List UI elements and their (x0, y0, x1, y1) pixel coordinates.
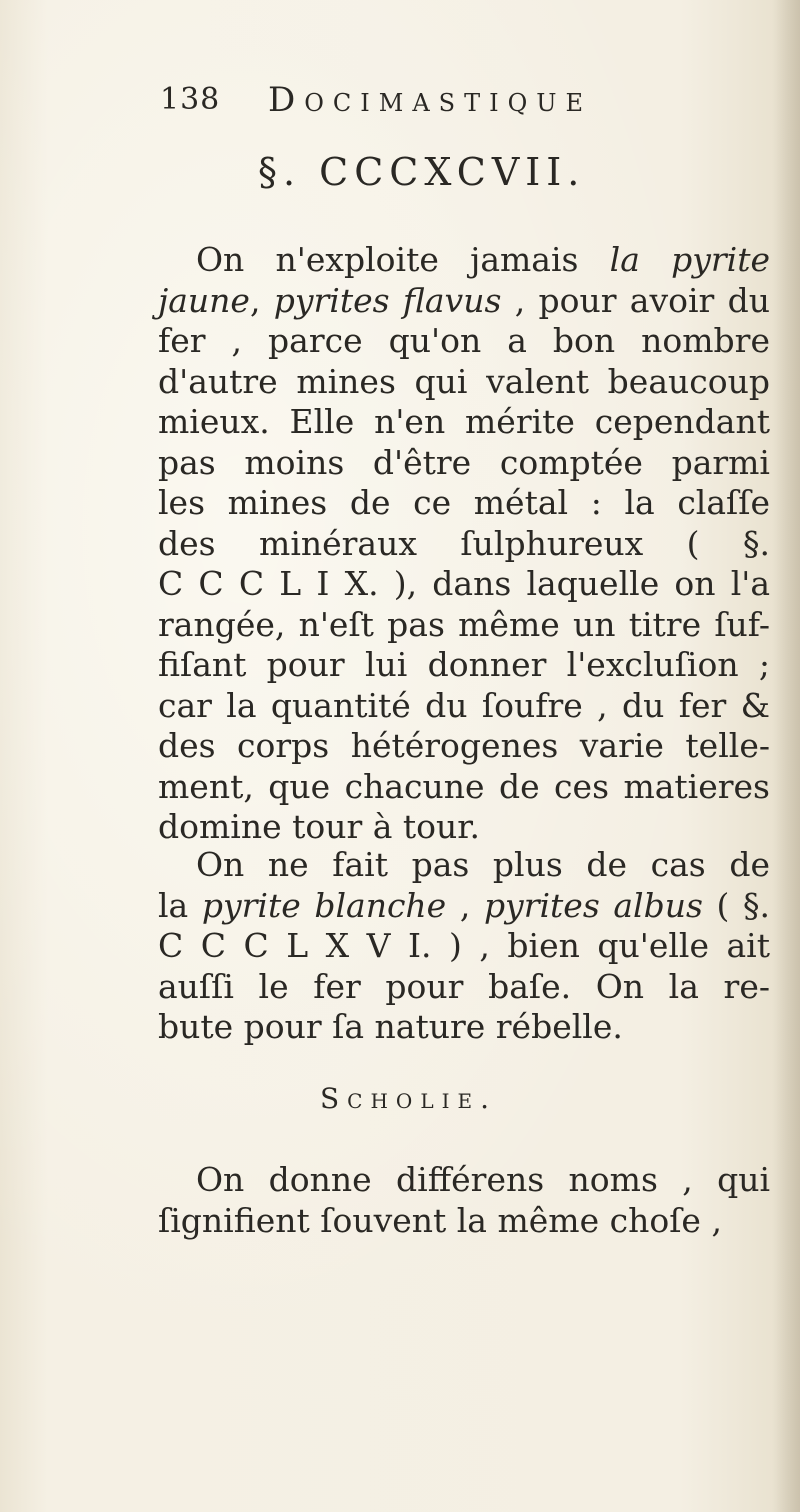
page-edge-shadow (772, 0, 800, 1512)
scholie-heading: Scholie. (320, 1082, 498, 1115)
text-line (158, 767, 770, 807)
text-run: ( §. (702, 885, 771, 925)
text-line (158, 845, 770, 885)
text-line (158, 483, 770, 523)
text-run: domine tour à tour. (158, 807, 480, 846)
text-run: les mines de ce métal : la claſſe (158, 483, 770, 522)
text-run: , pour avoir du (501, 280, 770, 320)
text-run: fiſant pour lui donner l'excluſion ; (158, 645, 770, 684)
text-line (158, 402, 770, 442)
text-line (158, 1201, 770, 1241)
text-run: bute pour ſa nature rébelle. (158, 1007, 623, 1046)
text-run: jaune (158, 280, 250, 320)
page-number: 138 (160, 82, 221, 117)
text-line (158, 362, 770, 402)
text-run: C C C L I X. ), dans laquelle on l'a (158, 564, 770, 603)
text-line (158, 726, 770, 766)
text-run: d'autre mines qui valent beaucoup (158, 361, 770, 401)
text-line (158, 807, 770, 847)
text-line (158, 281, 770, 321)
text-run: des corps hétérogenes varie telle- (158, 726, 770, 765)
text-line (158, 686, 770, 726)
text-run: ment, que chacune de ces matieres (158, 766, 770, 806)
text-line (158, 645, 770, 685)
text-run: C C C L X V I. ) , bien qu'elle ait (158, 926, 770, 965)
text-run: fer , parce qu'on a bon nombre (158, 321, 770, 360)
text-line (158, 926, 770, 966)
text-line (158, 321, 770, 361)
text-line (158, 967, 770, 1007)
text-line (158, 1007, 770, 1047)
page-header (160, 78, 660, 128)
text-run: pyrites flavus (273, 280, 502, 320)
text-line (158, 564, 770, 604)
text-run: car la quantité du ſoufre , du fer & (158, 685, 770, 725)
text-line (158, 524, 770, 564)
text-run: pyrite blanche (201, 885, 447, 925)
section-title: §. CCCXCVII. (258, 150, 586, 194)
text-line (158, 443, 770, 483)
text-run: On ne fait pas plus de cas de (196, 845, 770, 884)
text-run: On n'exploite jamais (196, 240, 610, 279)
text-run: ſignifient ſouvent la même choſe , (158, 1200, 722, 1240)
text-run: pas moins d'être comptée parmi (158, 442, 770, 482)
text-run: la pyrite (609, 240, 770, 279)
text-line (158, 605, 770, 645)
text-run: , (446, 885, 484, 925)
text-run: On donne différens noms , qui (196, 1160, 770, 1199)
text-run: auſſi le fer pour baſe. On la re- (158, 966, 770, 1006)
text-line (158, 1160, 770, 1200)
text-run: des minéraux ſulphureux ( §. (158, 523, 770, 563)
text-run: mieux. Elle n'en mérite cependant (158, 402, 770, 441)
text-line (158, 240, 770, 280)
text-run: la (158, 885, 202, 925)
text-line (158, 886, 770, 926)
running-head: Docimastique (268, 80, 593, 120)
text-run: rangée, n'eſt pas même un titre ſuf- (158, 604, 770, 644)
text-run: pyrites albus (483, 885, 703, 925)
text-run: , (249, 280, 274, 320)
